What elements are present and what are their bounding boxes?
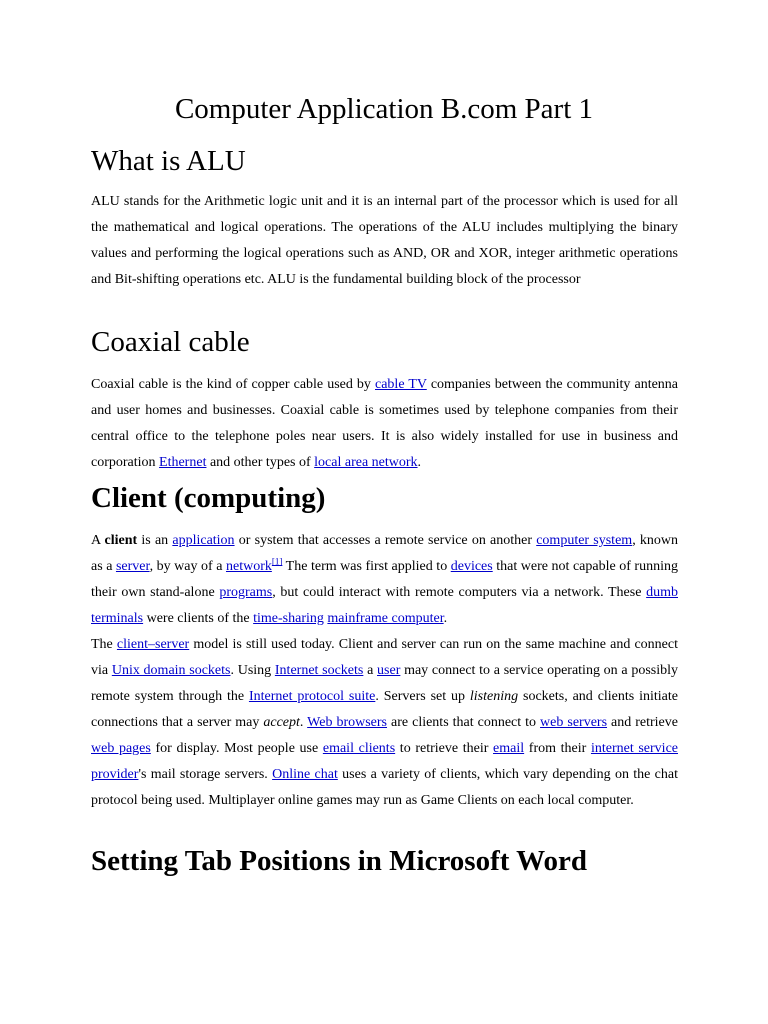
link-dumb-terminals[interactable]: dumb terminals bbox=[91, 585, 678, 626]
link-internet-service-provider[interactable]: internet service provider bbox=[91, 741, 678, 782]
link-web-pages[interactable]: web pages bbox=[91, 741, 151, 756]
text-run: A bbox=[91, 533, 105, 548]
bold-client: client bbox=[104, 533, 138, 548]
text-run: . bbox=[299, 715, 308, 730]
link-unix-domain-sockets[interactable]: Unix domain sockets bbox=[111, 663, 231, 678]
text-run: to retrieve their bbox=[395, 741, 494, 756]
text-run: is an bbox=[137, 533, 173, 548]
heading-what-is-alu: What is ALU bbox=[91, 145, 246, 177]
link-local-area-network[interactable]: local area network bbox=[314, 455, 418, 470]
paragraph-client-intro bbox=[91, 528, 678, 632]
text-run: Coaxial cable is the kind of copper cable used by bbox=[91, 377, 375, 392]
text-run: and retrieve bbox=[607, 715, 678, 730]
italic-accept: accept bbox=[263, 715, 300, 730]
link-reference-1[interactable]: [1] bbox=[271, 556, 283, 567]
italic-listening: listening bbox=[469, 689, 519, 704]
link-online-chat[interactable]: Online chat bbox=[272, 767, 338, 782]
link-user[interactable]: user bbox=[377, 663, 401, 678]
paragraph-alu: ALU stands for the Arithmetic logic unit and it is an internal part of the processor which is used for all the mathematical and logical operations. The operations of the ALU includes multiplying the binary values and performing the logical operations such as AND, OR and XOR, integer arithmetic operations and Bit-shifting operations etc. ALU is the fundamental building block of the processor bbox=[91, 194, 678, 287]
text-run: . bbox=[443, 611, 448, 626]
link-web-browsers[interactable]: Web browsers bbox=[307, 715, 388, 730]
text-run: . Using bbox=[230, 663, 275, 678]
text-run: companies between the community antenna and user homes and businesses. Coaxial cable is sometimes used by telephone companies from their central office to the telephone poles near users. It is also widely installed for use in business and corporation bbox=[91, 377, 679, 470]
link-internet-sockets[interactable]: Internet sockets bbox=[274, 663, 364, 678]
text-run: The bbox=[91, 637, 117, 652]
text-run: may connect to a service operating on a possibly remote system through the bbox=[91, 663, 678, 704]
link-cable-tv[interactable]: cable TV bbox=[375, 377, 427, 392]
text-run: are clients that connect to bbox=[387, 715, 541, 730]
text-run: The term was first applied to bbox=[282, 559, 451, 574]
link-web-servers[interactable]: web servers bbox=[540, 715, 608, 730]
heading-setting-tab-positions: Setting Tab Positions in Microsoft Word bbox=[91, 845, 588, 877]
text-run: , known as a bbox=[91, 533, 678, 574]
link-ethernet[interactable]: Ethernet bbox=[159, 455, 207, 470]
text-run: , but could interact with remote computers via a network. These bbox=[272, 585, 647, 600]
heading-client-computing: Client (computing) bbox=[91, 482, 326, 514]
link-time-sharing[interactable]: time-sharing bbox=[253, 611, 324, 626]
link-internet-protocol-suite[interactable]: Internet protocol suite bbox=[248, 689, 376, 704]
link-computer-system[interactable]: computer system bbox=[536, 533, 633, 548]
link-application[interactable]: application bbox=[172, 533, 235, 548]
text-run: uses a variety of clients, which vary depending on the chat protocol being used. Multiplayer online games may run as Game Clients on each local computer. bbox=[91, 767, 678, 808]
link-mainframe-computer[interactable]: mainframe computer bbox=[327, 611, 444, 626]
text-run: were clients of the bbox=[143, 611, 254, 626]
text-run: and other types of bbox=[206, 455, 315, 470]
heading-coaxial-cable: Coaxial cable bbox=[91, 326, 250, 358]
paragraph-client-server bbox=[91, 632, 678, 814]
paragraph-coaxial-cable bbox=[91, 372, 678, 476]
document-title: Computer Application B.com Part 1 bbox=[174, 93, 594, 125]
link-client-server[interactable]: client–server bbox=[116, 637, 190, 652]
text-run: model is still used today. Client and server can run on the same machine and connect via bbox=[91, 637, 678, 678]
text-run: a bbox=[363, 663, 378, 678]
text-run: 's mail storage servers. bbox=[138, 767, 273, 782]
link-programs[interactable]: programs bbox=[219, 585, 273, 600]
text-run: . Servers set up bbox=[375, 689, 470, 704]
text-run: sockets, and clients initiate connections that a server may bbox=[91, 689, 678, 730]
text-run: for display. Most people use bbox=[150, 741, 323, 756]
text-run: or system that accesses a remote service on another bbox=[234, 533, 537, 548]
link-email-clients[interactable]: email clients bbox=[322, 741, 396, 756]
text-run: from their bbox=[524, 741, 591, 756]
text-run: . bbox=[417, 455, 422, 470]
link-email[interactable]: email bbox=[493, 741, 525, 756]
link-devices[interactable]: devices bbox=[450, 559, 493, 574]
link-server[interactable]: server bbox=[115, 559, 150, 574]
link-network[interactable]: network bbox=[225, 559, 272, 574]
text-run: that were not capable of running their own stand-alone bbox=[91, 559, 678, 600]
text-run: , by way of a bbox=[149, 559, 226, 574]
